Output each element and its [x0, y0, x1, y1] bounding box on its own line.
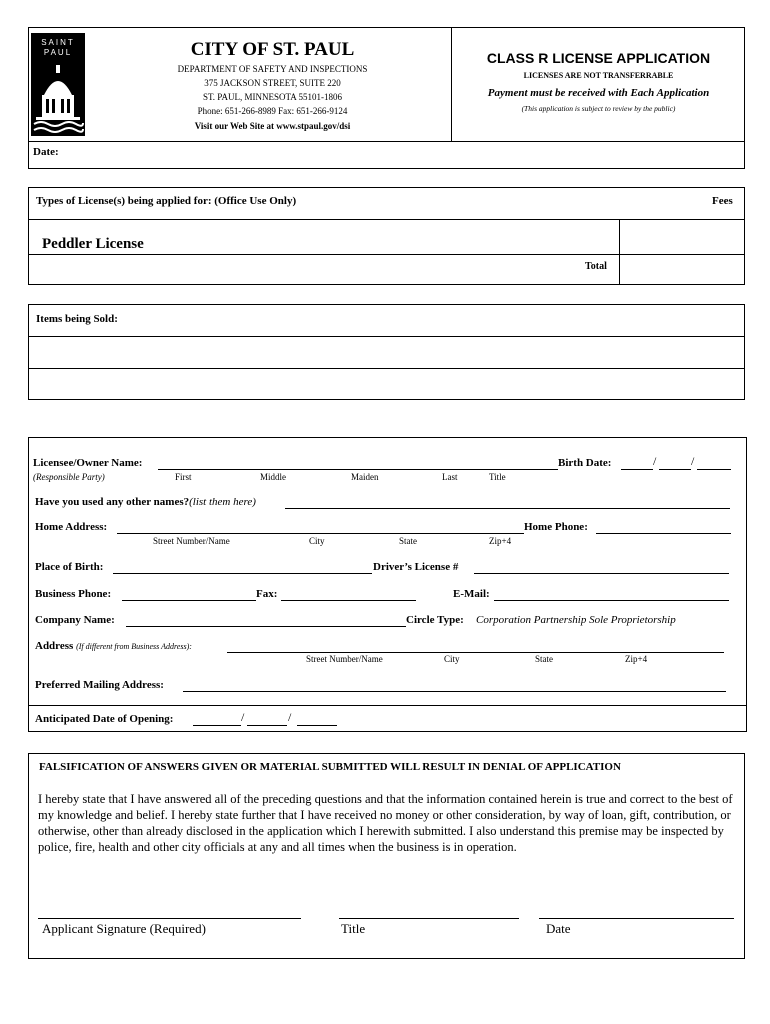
opening-divider [28, 705, 747, 706]
form-title: CLASS R LICENSE APPLICATION [486, 50, 711, 66]
website-link[interactable]: Visit our Web Site at www.stpaul.gov/dsi [194, 121, 351, 131]
signature-date-label: Date [546, 921, 571, 936]
home-address-zip-hint: Zip+4 [489, 536, 512, 546]
birth-year-input[interactable] [697, 469, 731, 470]
home-address-label: Home Address: [35, 521, 108, 533]
business-phone-input[interactable] [122, 600, 256, 601]
name-part-last: Last [442, 472, 458, 482]
birth-day-input[interactable] [659, 469, 691, 470]
owner-name-label: Licensee/Owner Name: [33, 457, 143, 469]
total-label: Total [585, 261, 607, 272]
name-part-first: First [175, 472, 192, 482]
falsification-warning: FALSIFICATION OF ANSWERS GIVEN OR MATERIAL SUBMITTED WILL RESULT IN DENIAL OF APPLICATION [39, 761, 621, 773]
alt-address-label [35, 640, 192, 652]
birth-date-separator-2: / [691, 454, 695, 468]
birth-month-input[interactable] [621, 469, 653, 470]
signature-label: Applicant Signature (Required) [42, 921, 206, 936]
email-label: E-Mail: [453, 588, 490, 600]
name-part-middle: Middle [260, 472, 286, 482]
items-heading: Items being Sold: [36, 313, 118, 325]
payment-note: Payment must be received with Each Application [487, 87, 710, 99]
home-phone-label: Home Phone: [524, 521, 588, 533]
name-part-maiden: Maiden [351, 472, 379, 482]
fee-input[interactable] [620, 220, 744, 254]
logo-text-paul: PAUL [43, 48, 73, 57]
department-name: DEPARTMENT OF SAFETY AND INSPECTIONS [177, 64, 368, 74]
alt-address-city-hint: City [444, 654, 460, 664]
place-of-birth-label: Place of Birth: [35, 561, 104, 573]
not-transferable-note: LICENSES ARE NOT TRANSFERRABLE [523, 71, 674, 80]
declaration-statement: I hereby state that I have answered all of the preceding questions and that the information contained herein is true and correct to the best of my knowledge and belief. I hereby state further that I have received no money or other consideration, by way of loan, gift, contribution, or otherwise, other than already disclosed in the application which I herewith submitted. I also understand this premise may be inspected by police, fire, health and other city officials at any and all times when the business is in operation. [38, 792, 733, 854]
date-label: Date: [33, 146, 59, 158]
home-address-city-hint: City [309, 536, 325, 546]
birth-date-separator-1: / [653, 454, 657, 468]
business-phone-label: Business Phone: [35, 588, 112, 600]
peddler-license-label: Peddler License [42, 236, 144, 252]
opening-month-input[interactable] [193, 725, 241, 726]
items-input-2[interactable] [29, 369, 744, 399]
street-address: 375 JACKSON STREET, SUITE 220 [204, 78, 341, 88]
alt-address-hint: (If different from Business Address): [76, 642, 192, 651]
email-input[interactable] [494, 600, 729, 601]
other-names-label [35, 496, 256, 508]
drivers-license-label: Driver’s License # [373, 561, 459, 573]
fees-label: Fees [712, 195, 733, 207]
other-names-label-text: Have you used any other names? [35, 496, 190, 508]
opening-day-input[interactable] [247, 725, 287, 726]
header-divider [28, 141, 745, 142]
license-types-heading: Types of License(s) being applied for: (Office Use Only) [36, 195, 297, 207]
phone-fax: Phone: 651-266-8989 Fax: 651-266-9124 [197, 106, 348, 116]
signature-title-input[interactable] [339, 918, 519, 919]
logo-text-saint: SAINT [41, 38, 75, 47]
birth-date-label: Birth Date: [558, 457, 612, 469]
alt-address-state-hint: State [535, 654, 553, 664]
opening-year-input[interactable] [297, 725, 337, 726]
alt-address-zip-hint: Zip+4 [625, 654, 648, 664]
home-address-input[interactable] [117, 533, 524, 534]
home-phone-input[interactable] [596, 533, 731, 534]
opening-date-separator-1: / [241, 710, 245, 724]
city-logo [31, 33, 85, 136]
mailing-address-label: Preferred Mailing Address: [35, 679, 164, 691]
home-address-state-hint: State [399, 536, 417, 546]
home-address-street-hint: Street Number/Name [153, 536, 230, 546]
city-title: CITY OF ST. PAUL [190, 39, 355, 60]
other-names-input[interactable] [285, 508, 730, 509]
place-of-birth-input[interactable] [113, 573, 372, 574]
company-name-label: Company Name: [35, 614, 115, 626]
circle-type-options[interactable]: Corporation Partnership Sole Proprietorship [476, 614, 676, 626]
signature-input[interactable] [38, 918, 301, 919]
responsible-party-note: (Responsible Party) [33, 472, 105, 482]
other-names-hint: (list them here) [189, 496, 256, 508]
fax-input[interactable] [281, 600, 416, 601]
signature-title-label: Title [341, 921, 366, 936]
items-input-1[interactable] [29, 337, 744, 367]
city-state-zip: ST. PAUL, MINNESOTA 55101-1806 [202, 92, 343, 102]
alt-address-label-text: Address [35, 640, 74, 652]
signature-date-input[interactable] [539, 918, 734, 919]
name-part-title: Title [489, 472, 506, 482]
opening-date-label: Anticipated Date of Opening: [35, 713, 174, 725]
cathedral-icon [31, 61, 85, 136]
fax-label: Fax: [256, 588, 278, 600]
circle-type-label: Circle Type: [406, 614, 464, 626]
review-note: (This application is subject to review by the public) [521, 104, 676, 113]
owner-name-input[interactable] [158, 469, 558, 470]
total-input[interactable] [620, 255, 744, 284]
header-vertical-divider [451, 27, 452, 141]
company-name-input[interactable] [126, 626, 406, 627]
mailing-address-input[interactable] [183, 691, 726, 692]
drivers-license-input[interactable] [474, 573, 729, 574]
opening-date-separator-2: / [288, 710, 292, 724]
alt-address-street-hint: Street Number/Name [306, 654, 383, 664]
alt-address-input[interactable] [227, 652, 724, 653]
